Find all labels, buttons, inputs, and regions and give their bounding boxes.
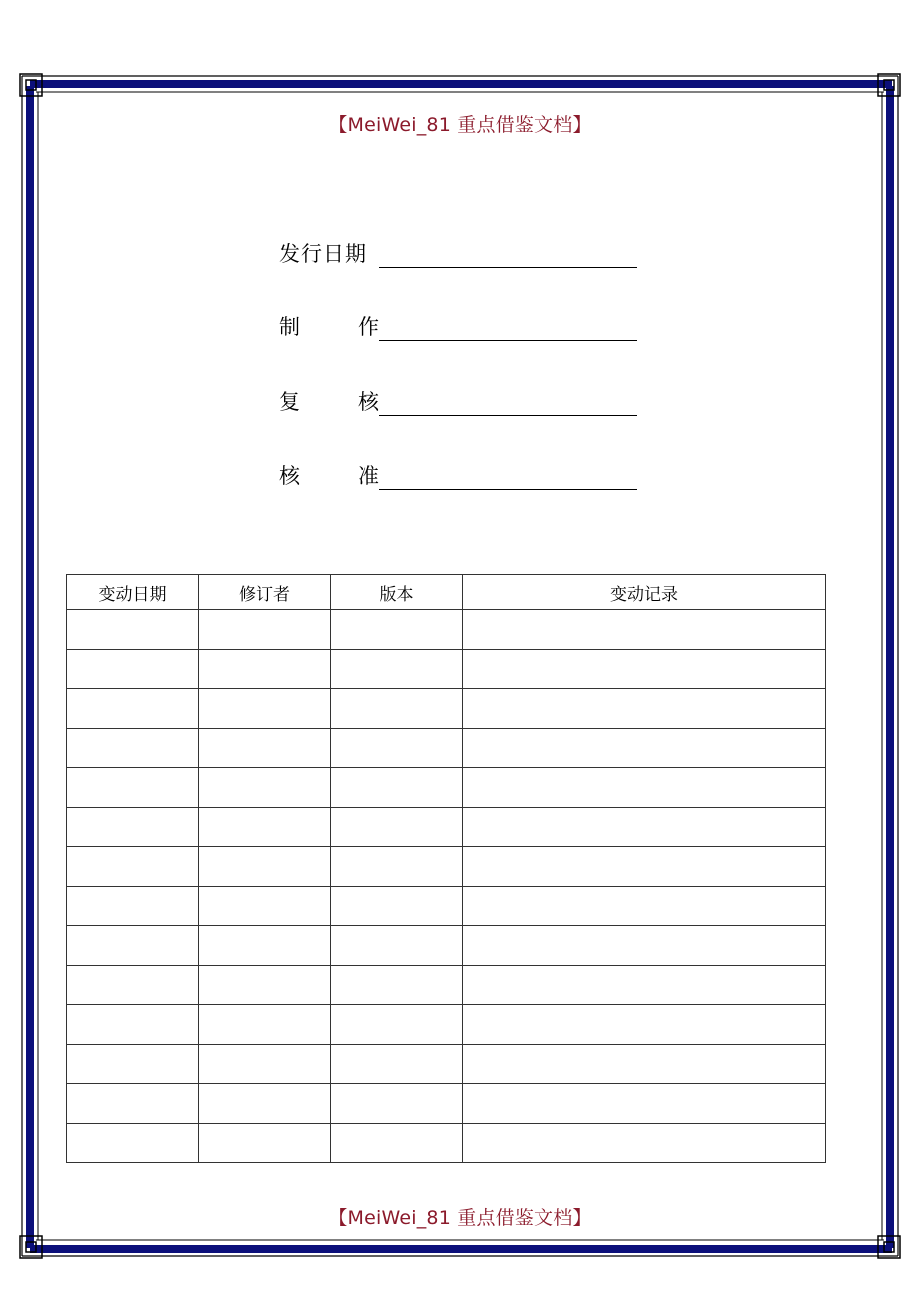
reviewed-by-label: 复 核 bbox=[279, 390, 379, 414]
header-version: 版本 bbox=[331, 575, 463, 610]
version-cell[interactable] bbox=[331, 1044, 463, 1084]
reviser-cell[interactable] bbox=[199, 926, 331, 966]
version-cell[interactable] bbox=[331, 728, 463, 768]
change-date-cell[interactable] bbox=[67, 1005, 199, 1045]
change-log-cell[interactable] bbox=[463, 689, 826, 729]
change-log-cell[interactable] bbox=[463, 847, 826, 887]
approved-by-field bbox=[279, 458, 637, 490]
version-cell[interactable] bbox=[331, 965, 463, 1005]
approved-by-label: 核 准 bbox=[279, 464, 379, 488]
change-log-cell[interactable] bbox=[463, 886, 826, 926]
reviser-cell[interactable] bbox=[199, 610, 331, 650]
change-date-cell[interactable] bbox=[67, 965, 199, 1005]
table-row bbox=[67, 689, 826, 729]
table-row bbox=[67, 728, 826, 768]
release-date-input-line[interactable] bbox=[379, 241, 637, 268]
header-change-date: 变动日期 bbox=[67, 575, 199, 610]
change-date-cell[interactable] bbox=[67, 886, 199, 926]
reviser-cell[interactable] bbox=[199, 728, 331, 768]
prepared-by-input-line[interactable] bbox=[379, 314, 637, 341]
reviser-cell[interactable] bbox=[199, 1005, 331, 1045]
reviser-cell[interactable] bbox=[199, 886, 331, 926]
revision-table-body bbox=[67, 610, 826, 1163]
change-date-cell[interactable] bbox=[67, 689, 199, 729]
change-date-cell[interactable] bbox=[67, 847, 199, 887]
release-date-field bbox=[279, 236, 637, 268]
reviser-cell[interactable] bbox=[199, 965, 331, 1005]
change-log-cell[interactable] bbox=[463, 610, 826, 650]
change-log-cell[interactable] bbox=[463, 1005, 826, 1045]
reviser-cell[interactable] bbox=[199, 689, 331, 729]
version-cell[interactable] bbox=[331, 1084, 463, 1124]
table-row bbox=[67, 926, 826, 966]
change-log-cell[interactable] bbox=[463, 1084, 826, 1124]
table-row bbox=[67, 807, 826, 847]
header-reviser: 修订者 bbox=[199, 575, 331, 610]
change-log-cell[interactable] bbox=[463, 728, 826, 768]
header-change-log: 变动记录 bbox=[463, 575, 826, 610]
table-row bbox=[67, 1005, 826, 1045]
prepared-by-field bbox=[279, 309, 637, 341]
version-cell[interactable] bbox=[331, 926, 463, 966]
change-date-cell[interactable] bbox=[67, 728, 199, 768]
reviewed-by-field bbox=[279, 384, 637, 416]
watermark-footer: 【MeiWei_81 重点借鉴文档】 bbox=[328, 1207, 592, 1229]
change-date-cell[interactable] bbox=[67, 1044, 199, 1084]
watermark-header: 【MeiWei_81 重点借鉴文档】 bbox=[328, 114, 592, 136]
version-cell[interactable] bbox=[331, 847, 463, 887]
table-row bbox=[67, 649, 826, 689]
version-cell[interactable] bbox=[331, 768, 463, 808]
table-row bbox=[67, 1123, 826, 1163]
change-date-cell[interactable] bbox=[67, 768, 199, 808]
reviser-cell[interactable] bbox=[199, 807, 331, 847]
change-log-cell[interactable] bbox=[463, 965, 826, 1005]
change-date-cell[interactable] bbox=[67, 649, 199, 689]
reviser-cell[interactable] bbox=[199, 649, 331, 689]
change-date-cell[interactable] bbox=[67, 926, 199, 966]
table-row bbox=[67, 1044, 826, 1084]
version-cell[interactable] bbox=[331, 689, 463, 729]
table-row bbox=[67, 847, 826, 887]
change-log-cell[interactable] bbox=[463, 649, 826, 689]
table-row bbox=[67, 768, 826, 808]
change-date-cell[interactable] bbox=[67, 807, 199, 847]
reviser-cell[interactable] bbox=[199, 1044, 331, 1084]
change-log-cell[interactable] bbox=[463, 1044, 826, 1084]
table-row bbox=[67, 886, 826, 926]
change-log-cell[interactable] bbox=[463, 926, 826, 966]
change-log-cell[interactable] bbox=[463, 1123, 826, 1163]
reviser-cell[interactable] bbox=[199, 1123, 331, 1163]
version-cell[interactable] bbox=[331, 886, 463, 926]
version-cell[interactable] bbox=[331, 1123, 463, 1163]
version-cell[interactable] bbox=[331, 807, 463, 847]
approved-by-input-line[interactable] bbox=[379, 463, 637, 490]
reviser-cell[interactable] bbox=[199, 847, 331, 887]
version-cell[interactable] bbox=[331, 1005, 463, 1045]
table-row bbox=[67, 965, 826, 1005]
change-date-cell[interactable] bbox=[67, 610, 199, 650]
version-cell[interactable] bbox=[331, 610, 463, 650]
change-log-cell[interactable] bbox=[463, 768, 826, 808]
version-cell[interactable] bbox=[331, 649, 463, 689]
change-date-cell[interactable] bbox=[67, 1123, 199, 1163]
change-date-cell[interactable] bbox=[67, 1084, 199, 1124]
reviser-cell[interactable] bbox=[199, 1084, 331, 1124]
change-log-cell[interactable] bbox=[463, 807, 826, 847]
table-row bbox=[67, 1084, 826, 1124]
table-header-row bbox=[67, 575, 826, 610]
release-date-label: 发行日期 bbox=[279, 242, 367, 266]
reviser-cell[interactable] bbox=[199, 768, 331, 808]
revision-history-table bbox=[66, 574, 826, 1163]
table-row bbox=[67, 610, 826, 650]
prepared-by-label: 制 作 bbox=[279, 315, 379, 339]
reviewed-by-input-line[interactable] bbox=[379, 389, 637, 416]
